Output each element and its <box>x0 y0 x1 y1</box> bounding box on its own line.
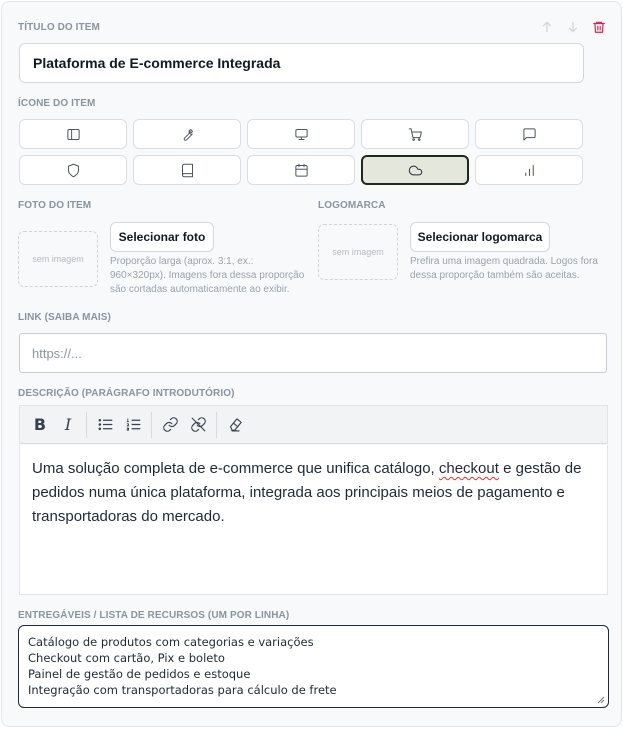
toolbar-divider <box>86 412 87 438</box>
photo-placeholder: sem imagem <box>18 231 98 287</box>
description-text-end: e gestão de pedidos numa única plataforma, integrada aos principais meios de pagamento e transportadoras do mercado. <box>32 460 582 525</box>
select-logo-button[interactable]: Selecionar logomarca <box>410 222 550 252</box>
resize-grip-icon[interactable] <box>597 696 605 704</box>
icon-option-shield[interactable] <box>19 155 127 185</box>
icon-option-sidebar[interactable] <box>19 119 127 149</box>
title-label: TÍTULO DO ITEM <box>18 22 100 33</box>
monitor-icon <box>294 127 309 142</box>
logo-hint: Prefira uma imagem quadrada. Logos fora dessa proporção também são aceitas. <box>410 256 598 281</box>
icon-option-message[interactable] <box>475 119 583 149</box>
numbered-list-icon <box>125 416 142 433</box>
shield-icon <box>66 163 81 178</box>
deliverables-textarea[interactable] <box>18 625 609 708</box>
message-square-icon <box>522 127 537 142</box>
icon-option-calendar[interactable] <box>247 155 355 185</box>
photo-label: FOTO DO ITEM <box>18 200 92 211</box>
icon-option-monitor[interactable] <box>247 119 355 149</box>
description-editor[interactable] <box>19 445 608 595</box>
description-text-start: Uma solução completa de e-commerce que unifica catálogo, <box>32 460 439 477</box>
title-input[interactable]: Plataforma de E-commerce Integrada <box>19 43 584 83</box>
unlink-icon <box>190 416 207 433</box>
icon-option-cart[interactable] <box>361 119 469 149</box>
link-input[interactable]: https://... <box>19 333 607 373</box>
book-icon <box>180 163 195 178</box>
arrow-down-icon[interactable] <box>565 19 581 35</box>
icon-option-bar-chart[interactable] <box>475 155 583 185</box>
editor-toolbar <box>19 405 608 444</box>
deliverable-line: Catálogo de produtos com categorias e variações <box>28 635 314 649</box>
icon-option-cloud[interactable] <box>361 155 469 185</box>
item-actions <box>539 19 607 35</box>
bullet-list-icon <box>97 416 114 433</box>
deliverable-line: Checkout com cartão, Pix e boleto <box>28 651 225 665</box>
bar-chart-icon <box>522 163 537 178</box>
trash-icon[interactable] <box>591 19 607 35</box>
shopping-cart-icon <box>408 127 423 142</box>
toolbar-divider <box>151 412 152 438</box>
logo-label: LOGOMARCA <box>318 200 386 211</box>
photo-hint: Proporção larga (aprox. 3:1, ex.: 960×320px). Imagens fora dessa proporção são cortadas automaticamente ao exibir. <box>110 256 305 295</box>
arrow-up-icon[interactable] <box>539 19 555 35</box>
item-editor-card <box>1 1 622 727</box>
bullet-list-button[interactable] <box>91 411 119 439</box>
clear-format-button[interactable] <box>221 411 249 439</box>
calendar-icon <box>294 163 309 178</box>
deliverable-line: Integração com transportadoras para cálculo de frete <box>28 683 337 697</box>
deliverables-label: ENTREGÁVEIS / LISTA DE RECURSOS (UM POR LINHA) <box>18 610 290 621</box>
italic-icon: I <box>64 415 72 434</box>
link-label: LINK (SAIBA MAIS) <box>18 312 111 323</box>
eraser-icon <box>227 416 244 433</box>
select-photo-button[interactable]: Selecionar foto <box>110 222 214 252</box>
misspelled-word: checkout <box>438 460 499 477</box>
deliverable-line: Painel de gestão de pedidos e estoque <box>28 667 251 681</box>
sidebar-panel-icon <box>66 127 81 142</box>
italic-button[interactable] <box>54 411 82 439</box>
bold-icon: B <box>33 415 47 434</box>
toolbar-divider <box>216 412 217 438</box>
link-icon <box>162 416 179 433</box>
icon-picker-grid <box>19 119 583 185</box>
wrench-icon <box>180 127 195 142</box>
bold-button[interactable] <box>26 411 54 439</box>
description-label: DESCRIÇÃO (PARÁGRAFO INTRODUTÓRIO) <box>18 388 235 399</box>
icon-label: ÍCONE DO ITEM <box>18 98 96 109</box>
icon-option-book[interactable] <box>133 155 241 185</box>
numbered-list-button[interactable] <box>119 411 147 439</box>
cloud-icon <box>408 163 423 178</box>
link-button[interactable] <box>156 411 184 439</box>
unlink-button[interactable] <box>184 411 212 439</box>
icon-option-wrench[interactable] <box>133 119 241 149</box>
logo-placeholder: sem imagem <box>318 224 398 280</box>
